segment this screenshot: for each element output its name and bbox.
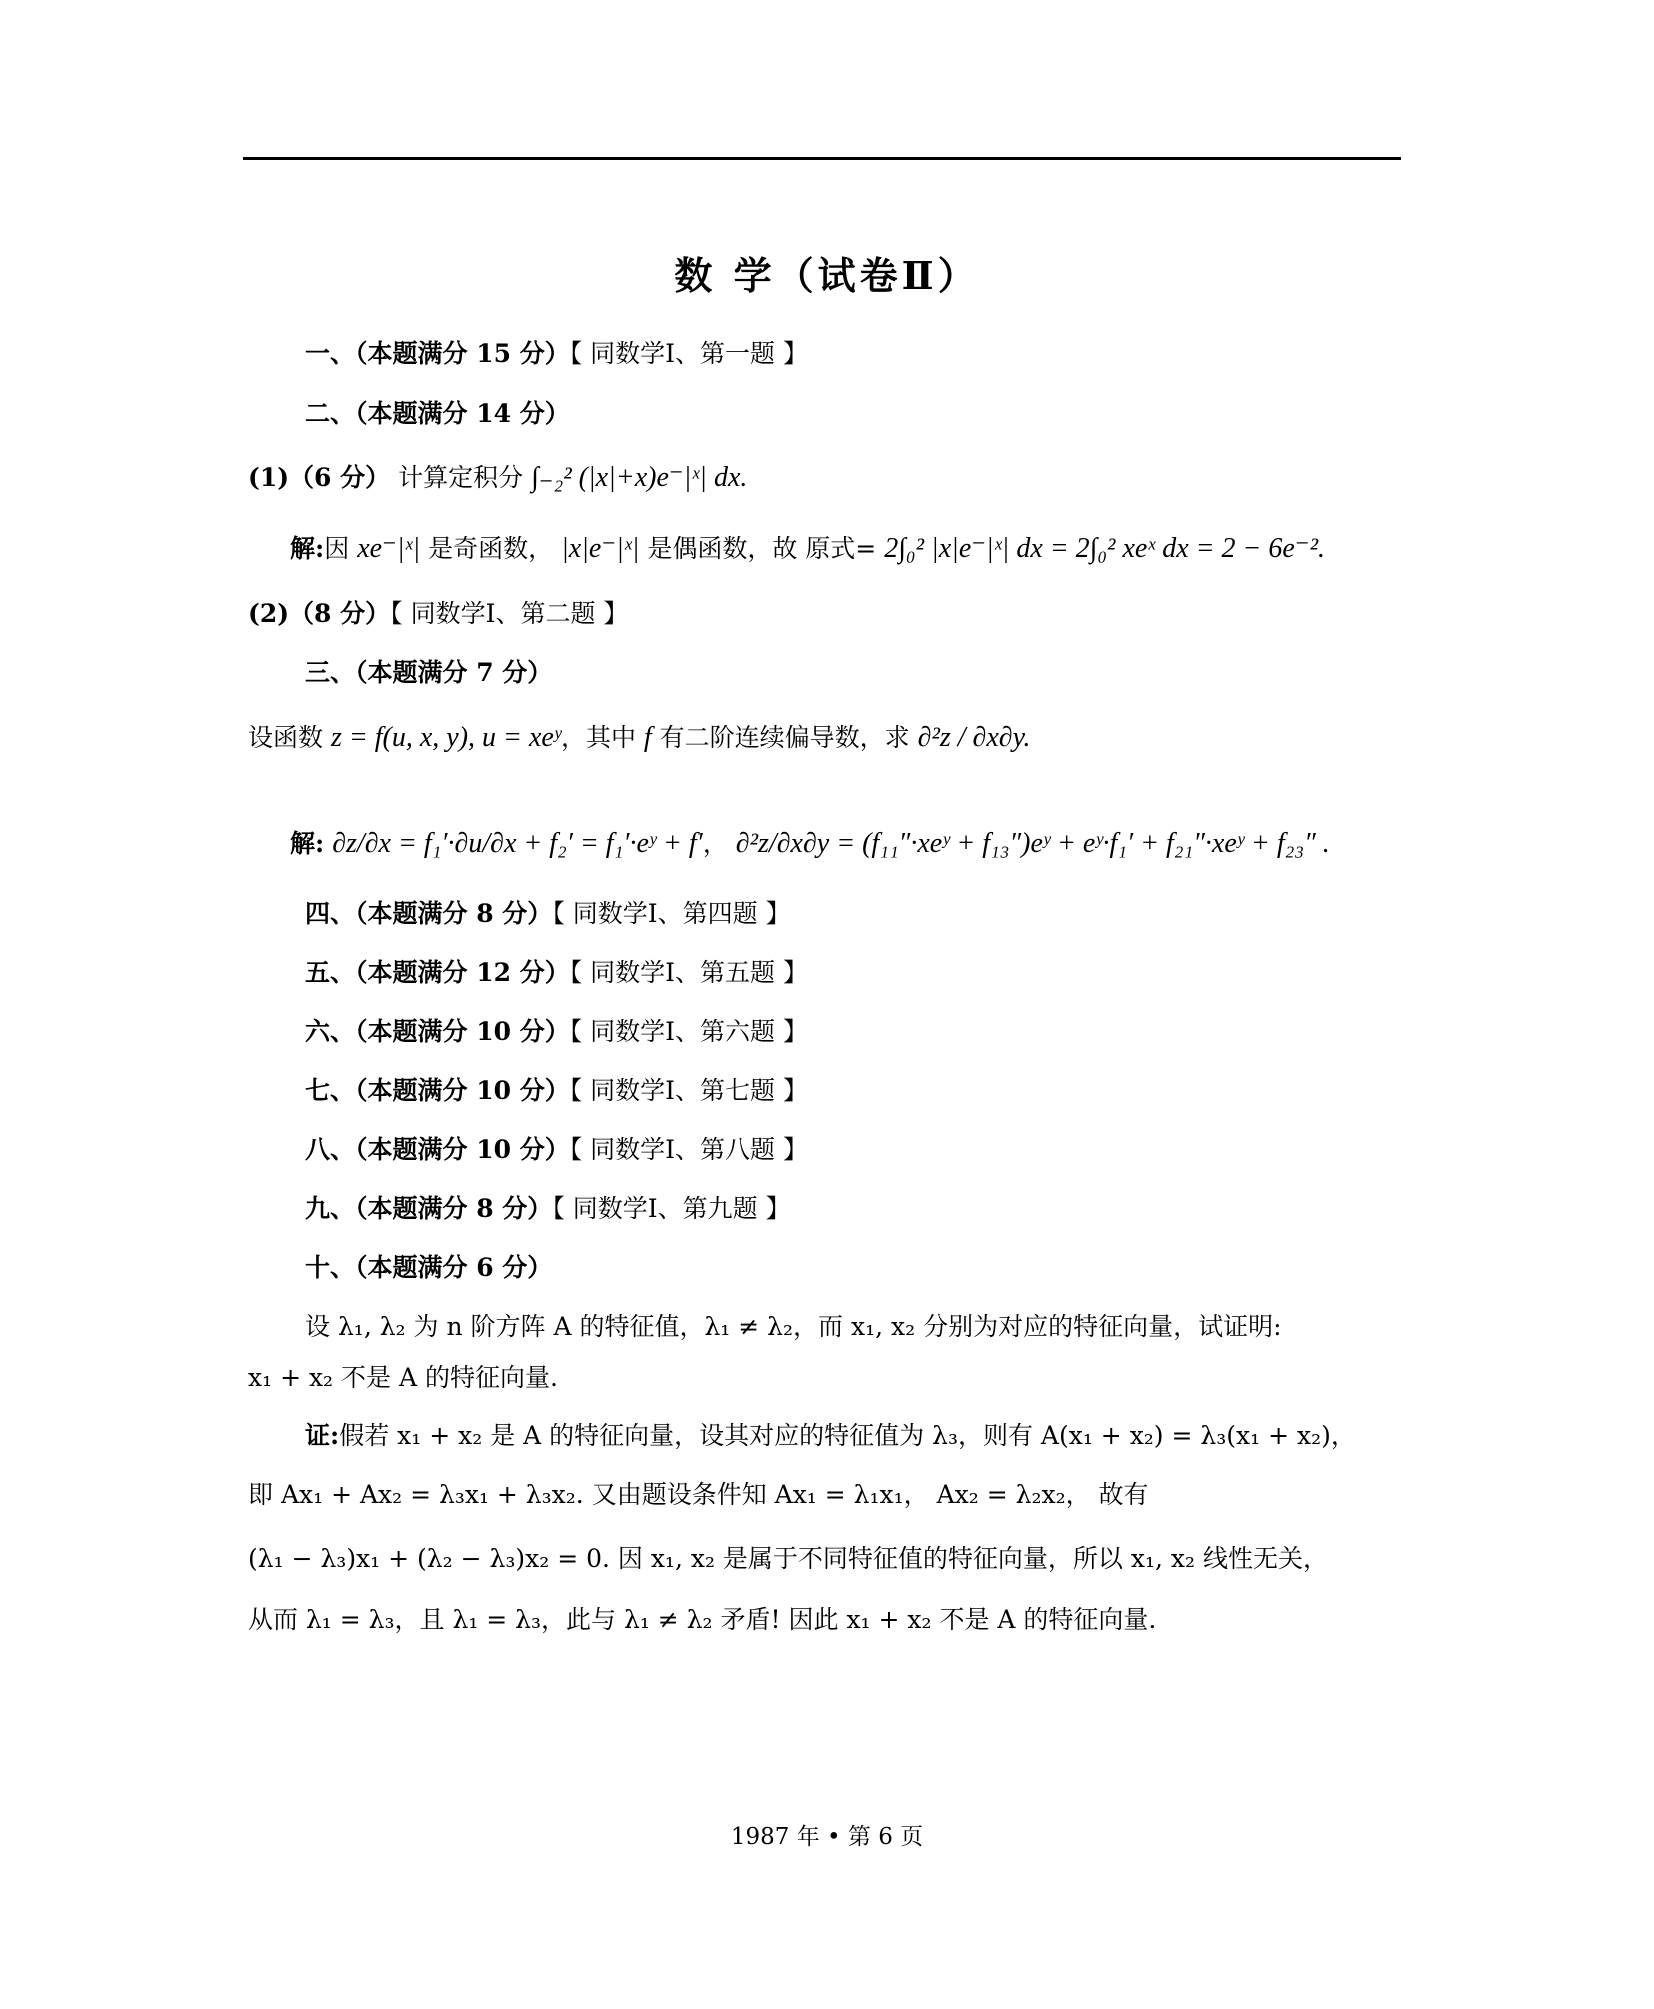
q10-statement-1: 设 λ₁, λ₂ 为 n 阶方阵 A 的特征值，λ₁ ≠ λ₂，而 x₁, x₂ 分别为对应的特征向量，试证明: [305,1312,1282,1341]
item-4: 四、（本题满分 8 分）【 同数学Ⅰ、第四题 】 [305,899,791,928]
item-8: 八、（本题满分 10 分）【 同数学Ⅰ、第八题 】 [305,1135,808,1164]
q10-proof-1: 证:假若 x₁ + x₂ 是 A 的特征向量，设其对应的特征值为 λ₃，则有 A(x₁ + x₂) = λ₃(x₁ + x₂)， [305,1421,1356,1450]
item-7: 七、（本题满分 10 分）【 同数学Ⅰ、第七题 】 [305,1076,808,1105]
item-2: 二、（本题满分 14 分） [305,399,570,428]
page-title: 数 学（试卷Ⅱ） [674,253,980,298]
item-9: 九、（本题满分 8 分）【 同数学Ⅰ、第九题 】 [305,1194,791,1223]
q2-part1: (1)（6 分） 计算定积分 ∫₋₂² (|x|+x)e⁻|ˣ| dx. [248,462,748,493]
item-10: 十、（本题满分 6 分） [305,1253,553,1282]
q10-proof-3: (λ₁ − λ₃)x₁ + (λ₂ − λ₃)x₂ = 0. 因 x₁, x₂ 是属于不同特征值的特征向量，所以 x₁, x₂ 线性无关， [248,1544,1328,1573]
item-6: 六、（本题满分 10 分）【 同数学Ⅰ、第六题 】 [305,1017,808,1046]
q10-proof-2: 即 Ax₁ + Ax₂ = λ₃x₁ + λ₃x₂. 又由题设条件知 Ax₁ = λ₁x₁， Ax₂ = λ₂x₂， 故有 [248,1480,1149,1509]
header-rule [243,157,1401,160]
item-1: 一、（本题满分 15 分）【 同数学Ⅰ、第一题 】 [305,339,808,368]
q2-part2: (2)（8 分）【 同数学Ⅰ、第二题 】 [248,599,629,628]
q10-proof-4: 从而 λ₁ = λ₃，且 λ₁ = λ₃，此与 λ₁ ≠ λ₂ 矛盾! 因此 x₁ + x₂ 不是 A 的特征向量. [248,1605,1157,1634]
q2-integral: ∫₋₂² (|x|+x)e⁻|ˣ| dx. [531,462,748,493]
item-5: 五、（本题满分 12 分）【 同数学Ⅰ、第五题 】 [305,958,808,987]
q2-solution: 解:因 xe⁻|ˣ| 是奇函数， |x|e⁻|ˣ| 是偶函数，故 原式= 2∫₀² |x|e⁻|ˣ| dx = 2∫₀² xeˣ dx = 2 − 6e⁻². [290,533,1326,564]
q3-solution: 解: ∂z/∂x = f₁′·∂u/∂x + f₂′ = f₁′·eʸ + f′， ∂²z/∂x∂y = (f₁₁″·xeʸ + f₁₃″)eʸ + eʸ·f₁′ + f₂₁″·xeʸ + f₂₃″ . [290,828,1330,859]
page-footer: 1987 年 • 第 6 页 [730,1824,924,1850]
q3-statement: 设函数 z = f(u, x, y), u = xeʸ，其中 f 有二阶连续偏导数，求 ∂²z / ∂x∂y. [248,722,1031,753]
item-3: 三、（本题满分 7 分） [305,658,553,687]
q10-statement-2: x₁ + x₂ 不是 A 的特征向量. [248,1363,558,1392]
